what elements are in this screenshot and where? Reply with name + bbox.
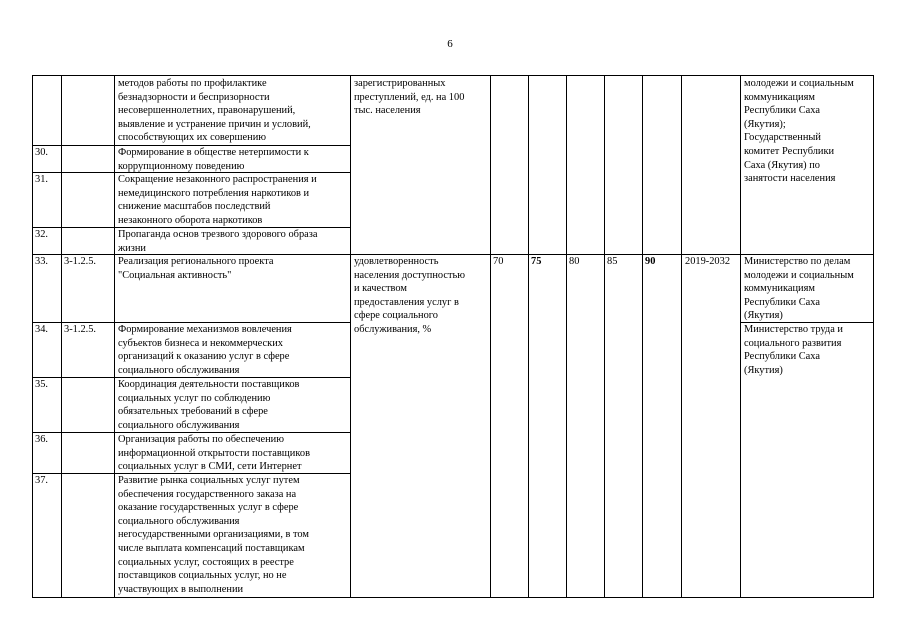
- measure-name-cell: Сокращение незаконного распространения и немедицинского потребления наркотиков и снижение масштабов последствий незаконного оборота наркотиков: [118, 174, 317, 226]
- row-number-cell: 36.: [35, 434, 48, 445]
- row-number-cell: 32.: [35, 229, 48, 240]
- grid-line: [528, 75, 529, 598]
- measure-name-cell: методов работы по профилактике безнадзорности и беспризорности несовершеннолетних, правонарушений, выявление и устранение причин и условий, способствующих их совершению: [118, 78, 311, 144]
- grid-line: [61, 75, 62, 598]
- measure-name-cell: Пропаганда основ трезвого здорового образа жизни: [118, 229, 318, 254]
- grid-line: [566, 75, 567, 598]
- grid-line: [681, 75, 682, 598]
- code-cell: 3-1.2.5.: [64, 256, 97, 267]
- row-number-cell: 37.: [35, 475, 48, 486]
- indicator-cell: удовлетворенность населения доступностью и качеством предоставления услуг в сфере социального обслуживания, %: [354, 256, 465, 335]
- code-cell: 3-1.2.5.: [64, 324, 97, 335]
- value-cell: 90: [645, 256, 656, 267]
- measure-name-cell: Формирование механизмов вовлечения субъектов бизнеса и некоммерческих организаций к оказанию услуг в сфере социального обслуживания: [118, 324, 292, 376]
- measure-name-cell: Координация деятельности поставщиков социальных услуг по соблюдению обязательных требований в сфере социального обслуживания: [118, 379, 300, 431]
- period-cell: 2019-2032: [685, 256, 731, 267]
- executor-cell: Министерство труда и социального развития Республики Саха (Якутия): [744, 324, 843, 376]
- grid-line: [114, 75, 115, 598]
- measure-name-cell: Развитие рынка социальных услуг путем обеспечения государственного заказа на оказание государственных услуг в сфере социального обслуживания негосударственными организациями, в том числе выплата компенсаций поставщикам социальных услуг, состоящих в реестре поставщиков социальных услуг, но не участвующих в выполнении: [118, 475, 309, 595]
- grid-line: [32, 75, 874, 76]
- grid-line: [873, 75, 874, 598]
- grid-line: [604, 75, 605, 598]
- grid-line: [32, 597, 874, 598]
- row-number-cell: 35.: [35, 379, 48, 390]
- value-cell: 70: [493, 256, 504, 267]
- grid-line: [642, 75, 643, 598]
- indicator-cell: зарегистрированных преступлений, ед. на 100 тыс. населения: [354, 78, 465, 117]
- page-number: 6: [447, 38, 453, 50]
- grid-line: [490, 75, 491, 598]
- value-cell: 75: [531, 256, 542, 267]
- grid-line: [32, 75, 33, 598]
- measure-name-cell: Реализация регионального проекта "Социальная активность": [118, 256, 274, 281]
- grid-line: [740, 75, 741, 598]
- row-number-cell: 31.: [35, 174, 48, 185]
- row-number-cell: 30.: [35, 147, 48, 158]
- row-number-cell: 33.: [35, 256, 48, 267]
- executor-cell: Министерство по делам молодежи и социальным коммуникациям Республики Саха (Якутия): [744, 256, 854, 322]
- row-number-cell: 34.: [35, 324, 48, 335]
- value-cell: 85: [607, 256, 618, 267]
- executor-cell: молодежи и социальным коммуникациям Республики Саха (Якутия); Государственный комитет Республики Саха (Якутия) по занятости населения: [744, 78, 854, 185]
- measure-name-cell: Формирование в обществе нетерпимости к коррупционному поведению: [118, 147, 309, 172]
- grid-line: [350, 75, 351, 598]
- measure-name-cell: Организация работы по обеспечению информационной открытости поставщиков социальных услуг в СМИ, сети Интернет: [118, 434, 310, 473]
- value-cell: 80: [569, 256, 580, 267]
